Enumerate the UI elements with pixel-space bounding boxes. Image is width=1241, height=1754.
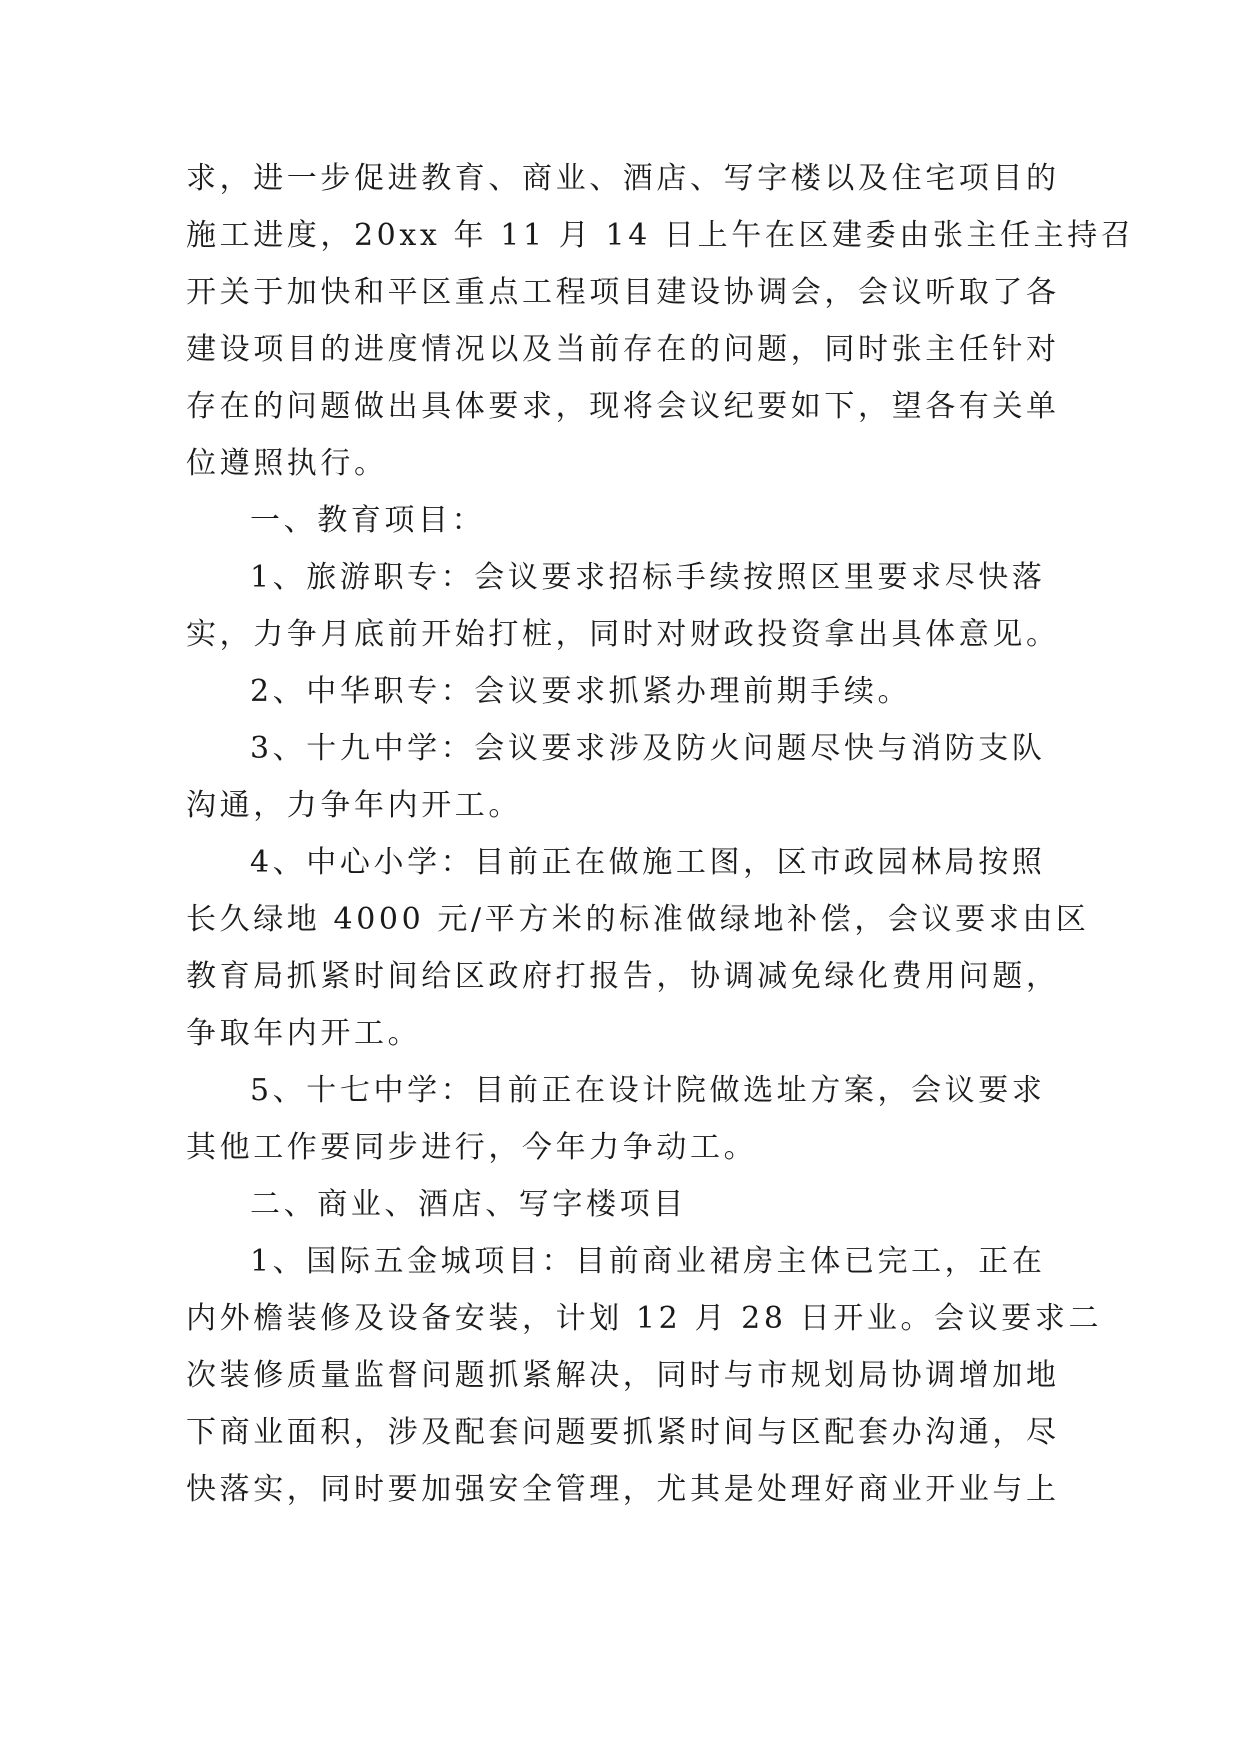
text-line: 内外檐装修及设备安装，计划 12 月 28 日开业。会议要求二 <box>186 1301 1103 1336</box>
text-line: 5、十七中学：目前正在设计院做选址方案，会议要求 <box>250 1073 1046 1108</box>
paragraph-item-1-1 <box>186 549 1060 663</box>
text-line: 下商业面积，涉及配套问题要抓紧时间与区配套办沟通，尽 <box>186 1415 1060 1450</box>
text-line: 2、中华职专：会议要求抓紧办理前期手续。 <box>250 674 912 709</box>
text-line: 沟通，力争年内开工。 <box>186 788 522 823</box>
text-line: 一、教育项目： <box>250 503 486 538</box>
document-body <box>186 150 1135 1518</box>
text-line: 二、商业、酒店、写字楼项目 <box>250 1187 687 1222</box>
text-line: 争取年内开工。 <box>186 1016 422 1051</box>
text-line: 开关于加快和平区重点工程项目建设协调会，会议听取了各 <box>186 275 1060 310</box>
text-line: 1、旅游职专：会议要求招标手续按照区里要求尽快落 <box>250 560 1046 595</box>
text-line: 3、十九中学：会议要求涉及防火问题尽快与消防支队 <box>250 731 1046 766</box>
paragraph-item-1-4 <box>186 834 1090 1062</box>
text-line: 快落实，同时要加强安全管理，尤其是处理好商业开业与上 <box>186 1472 1060 1507</box>
paragraph-item-2-1 <box>186 1233 1103 1518</box>
text-line: 次装修质量监督问题抓紧解决，同时与市规划局协调增加地 <box>186 1358 1060 1393</box>
text-line: 教育局抓紧时间给区政府打报告，协调减免绿化费用问题， <box>186 959 1060 994</box>
text-line: 位遵照执行。 <box>186 446 388 481</box>
paragraph-section-2-heading <box>186 1176 1054 1233</box>
text-line: 其他工作要同步进行，今年力争动工。 <box>186 1130 758 1165</box>
paragraph-intro <box>186 150 1135 492</box>
paragraph-item-1-2 <box>186 663 1054 720</box>
text-line: 1、国际五金城项目：目前商业裙房主体已完工，正在 <box>250 1244 1046 1279</box>
text-line: 实，力争月底前开始打桩，同时对财政投资拿出具体意见。 <box>186 617 1060 652</box>
text-line: 求，进一步促进教育、商业、酒店、写字楼以及住宅项目的 <box>186 161 1060 196</box>
document-page <box>186 150 1135 1518</box>
text-line: 存在的问题做出具体要求，现将会议纪要如下，望各有关单 <box>186 389 1060 424</box>
text-line: 施工进度，20xx 年 11 月 14 日上午在区建委由张主任主持召 <box>186 218 1135 253</box>
text-line: 4、中心小学：目前正在做施工图，区市政园林局按照 <box>250 845 1046 880</box>
text-line: 长久绿地 4000 元/平方米的标准做绿地补偿，会议要求由区 <box>186 902 1090 937</box>
paragraph-section-1-heading <box>186 492 1054 549</box>
paragraph-item-1-5 <box>186 1062 1054 1176</box>
text-line: 建设项目的进度情况以及当前存在的问题，同时张主任针对 <box>186 332 1060 367</box>
paragraph-item-1-3 <box>186 720 1054 834</box>
